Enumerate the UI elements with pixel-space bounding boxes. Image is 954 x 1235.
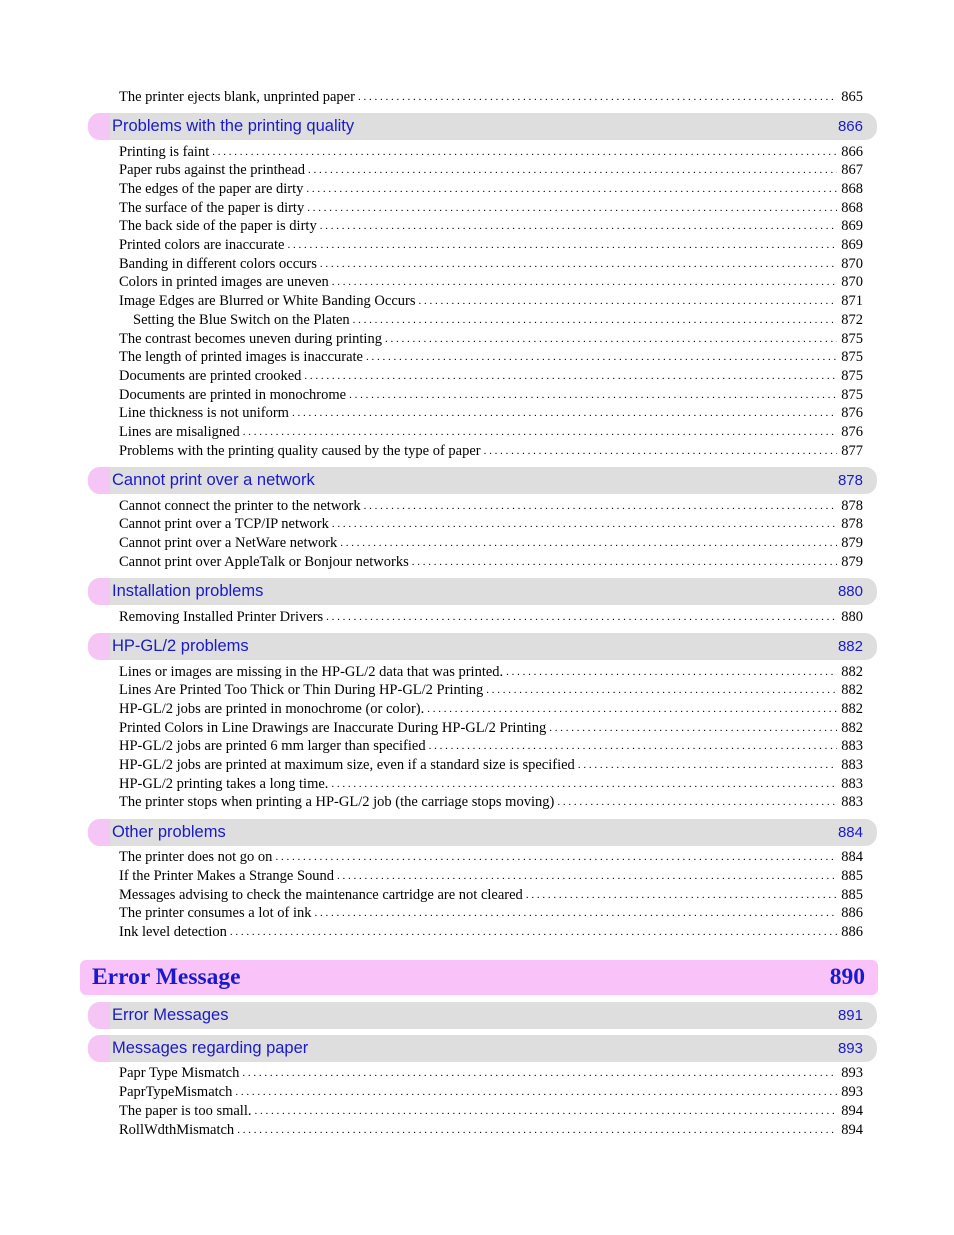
dot-leader [287,238,837,252]
toc-page-number: 880 [841,609,863,625]
toc-title: The back side of the paper is dirty [119,218,317,234]
toc-page-number: 878 [837,472,863,489]
toc-entry[interactable] [119,515,863,533]
toc-entry[interactable] [119,330,863,348]
toc-entry[interactable] [119,143,863,161]
toc-entry[interactable] [119,848,863,866]
toc-title: Documents are printed crooked [119,368,302,384]
toc-title: Error Message [92,964,241,990]
dot-leader [235,1085,837,1099]
toc-title: The printer does not go on [119,849,273,865]
dot-leader [332,517,837,531]
dot-leader [292,406,837,420]
toc-page-number: 878 [841,498,863,514]
toc-entry[interactable] [119,1083,863,1101]
toc-page-number: 875 [841,349,863,365]
toc-page-number: 883 [841,794,863,810]
toc-chapter-heading[interactable] [80,960,878,995]
toc-page-number: 885 [841,868,863,884]
dot-leader [578,758,837,772]
toc-title: The edges of the paper are dirty [119,181,304,197]
toc-page-number: 868 [841,181,863,197]
toc-entry[interactable] [119,217,863,235]
dot-leader [349,388,837,402]
toc-entry[interactable] [119,775,863,793]
dot-leader [340,536,837,550]
dot-leader [237,1123,837,1137]
toc-entry[interactable] [119,534,863,552]
toc-page-number: 879 [841,554,863,570]
toc-title: HP-GL/2 problems [112,637,249,655]
section-accent-tab [88,113,110,140]
toc-title: Other problems [112,823,226,841]
toc-title: Lines Are Printed Too Thick or Thin During HP-GL/2 Printing [119,682,484,698]
toc-title: The printer ejects blank, unprinted paper [119,89,355,105]
toc-title: The printer stops when printing a HP-GL/2 job (the carriage stops moving) [119,794,555,810]
dot-leader [506,665,837,679]
toc-title: Messages advising to check the maintenance cartridge are not cleared [119,887,523,903]
toc-section-heading[interactable] [88,578,877,605]
dot-leader [320,257,837,271]
toc-title: Cannot connect the printer to the network [119,498,361,514]
dot-leader [484,444,838,458]
toc-page-number: 882 [841,682,863,698]
toc-page-number: 877 [841,443,863,459]
toc-page-number: 870 [841,274,863,290]
dot-leader [212,145,837,159]
dot-leader [429,739,838,753]
toc-title: The paper is too small. [119,1103,252,1119]
toc-title: If the Printer Makes a Strange Sound [119,868,335,884]
toc-title: Printed Colors in Line Drawings are Inaccurate During HP-GL/2 Printing [119,720,547,736]
toc-entry[interactable] [119,404,863,422]
toc-entry[interactable] [119,886,863,904]
toc-page-number: 876 [841,405,863,421]
toc-title: Paper rubs against the printhead [119,162,306,178]
toc-section-heading[interactable] [88,113,877,140]
toc-page-number: 880 [837,583,863,600]
toc-title: Image Edges are Blurred or White Banding Occurs [119,293,416,309]
toc-title: HP-GL/2 jobs are printed in monochrome (or color). [119,701,425,717]
toc-entry[interactable] [119,199,863,217]
toc-entry[interactable] [119,867,863,885]
toc-page-number: 867 [841,162,863,178]
toc-entry[interactable] [119,497,863,515]
toc-page-number: 866 [841,144,863,160]
toc-title: RollWdthMismatch [119,1122,235,1138]
toc-title: Banding in different colors occurs [119,256,317,272]
dot-leader [243,425,837,439]
toc-title: Cannot print over a network [112,471,315,489]
dot-leader [304,369,837,383]
dot-leader [358,90,837,104]
toc-entry[interactable] [119,255,863,273]
dot-leader [306,182,837,196]
toc-entry[interactable] [119,88,863,106]
toc-title: HP-GL/2 printing takes a long time. [119,776,329,792]
toc-page-number: 875 [841,331,863,347]
dot-leader [427,702,837,716]
toc-section-heading[interactable] [88,633,877,660]
toc-entry[interactable] [119,386,863,404]
toc-page-number: 865 [841,89,863,105]
toc-page-number: 878 [841,516,863,532]
toc-page-number: 886 [841,905,863,921]
toc-title: Problems with the printing quality [112,117,355,135]
toc-page-number: 884 [837,824,863,841]
toc-title: The length of printed images is inaccurate [119,349,363,365]
dot-leader [353,313,838,327]
toc-entry[interactable] [119,367,863,385]
toc-page-number: 868 [841,200,863,216]
dot-leader [230,925,837,939]
toc-page-number: 882 [841,664,863,680]
toc-section-heading[interactable] [88,819,877,846]
dot-leader [557,795,837,809]
toc-page-number: 875 [841,387,863,403]
toc-title: The printer consumes a lot of ink [119,905,312,921]
toc-page-number: 883 [841,757,863,773]
toc-page-number: 872 [841,312,863,328]
toc-entry[interactable] [119,348,863,366]
dot-leader [486,683,837,697]
toc-section-heading[interactable] [88,1002,877,1029]
toc-entry[interactable] [119,756,863,774]
dot-leader [549,721,837,735]
toc-subentry[interactable] [133,311,863,329]
toc-title: The surface of the paper is dirty [119,200,305,216]
toc-entry[interactable] [119,180,863,198]
toc-title: Messages regarding paper [112,1039,309,1057]
toc-page-number: 875 [841,368,863,384]
toc-page-number: 886 [841,924,863,940]
toc-title: Cannot print over AppleTalk or Bonjour networks [119,554,409,570]
toc-entry[interactable] [119,608,863,626]
toc-entry[interactable] [119,273,863,291]
toc-title: Documents are printed in monochrome [119,387,347,403]
toc-title: Lines or images are missing in the HP-GL/2 data that was printed. [119,664,504,680]
toc-entry[interactable] [119,1064,863,1082]
toc-title: Ink level detection [119,924,227,940]
toc-page-number: 882 [841,720,863,736]
dot-leader [337,869,837,883]
toc-title: Setting the Blue Switch on the Platen [133,312,350,328]
toc-page-number: 893 [841,1084,863,1100]
toc-entry[interactable] [119,663,863,681]
dot-leader [412,555,838,569]
dot-leader [254,1104,837,1118]
toc-entry[interactable] [119,553,863,571]
toc-title: Line thickness is not uniform [119,405,289,421]
toc-entry[interactable] [119,236,863,254]
toc-entry[interactable] [119,1121,863,1139]
toc-title: The contrast becomes uneven during printing [119,331,382,347]
toc-entry[interactable] [119,923,863,941]
toc-entry[interactable] [119,292,863,310]
toc-page-number: 894 [841,1122,863,1138]
dot-leader [526,888,837,902]
toc-title: Printed colors are inaccurate [119,237,285,253]
dot-leader [331,777,837,791]
toc-page-number: 885 [841,887,863,903]
dot-leader [242,1066,837,1080]
dot-leader [314,906,837,920]
toc-page-number: 894 [841,1103,863,1119]
toc-page-number: 882 [841,701,863,717]
toc-title: HP-GL/2 jobs are printed 6 mm larger than specified [119,738,426,754]
toc-page-number: 883 [841,776,863,792]
dot-leader [275,850,837,864]
toc-entry[interactable] [119,719,863,737]
dot-leader [307,201,837,215]
toc-page-number: 884 [841,849,863,865]
toc-title: Installation problems [112,582,264,600]
section-accent-tab [88,1002,110,1029]
toc-entry[interactable] [119,423,863,441]
section-accent-tab [88,1035,110,1062]
toc-entry[interactable] [119,700,863,718]
section-accent-tab [88,819,110,846]
section-accent-tab [88,578,110,605]
toc-title: Error Messages [112,1006,229,1024]
toc-entry[interactable] [119,161,863,179]
toc-entry[interactable] [119,904,863,922]
toc-entry[interactable] [119,681,863,699]
toc-title: Colors in printed images are uneven [119,274,329,290]
toc-title: Cannot print over a TCP/IP network [119,516,329,532]
toc-entry[interactable] [119,1102,863,1120]
toc-entry[interactable] [119,442,863,460]
toc-title: PaprTypeMismatch [119,1084,233,1100]
dot-leader [385,332,837,346]
section-accent-tab [88,467,110,494]
toc-page-number: 879 [841,535,863,551]
toc-page-number: 876 [841,424,863,440]
toc-title: Printing is faint [119,144,210,160]
toc-entry[interactable] [119,737,863,755]
toc-page-number: 883 [841,738,863,754]
section-accent-tab [88,633,110,660]
toc-section-heading[interactable] [88,1035,877,1062]
toc-page-number: 891 [837,1007,863,1024]
toc-page-number: 871 [841,293,863,309]
dot-leader [418,294,837,308]
dot-leader [308,163,837,177]
toc-page-number: 893 [837,1040,863,1057]
toc-title: Removing Installed Printer Drivers [119,609,324,625]
toc-entry[interactable] [119,793,863,811]
toc-title: Papr Type Mismatch [119,1065,240,1081]
toc-page-number: 890 [829,964,865,990]
dot-leader [366,350,837,364]
toc-title: Problems with the printing quality caused by the type of paper [119,443,481,459]
dot-leader [332,275,837,289]
dot-leader [364,499,838,513]
dot-leader [326,610,837,624]
toc-title: Lines are misaligned [119,424,240,440]
dot-leader [320,219,838,233]
toc-page-number: 870 [841,256,863,272]
toc-page-number: 893 [841,1065,863,1081]
toc-title: Cannot print over a NetWare network [119,535,338,551]
toc-page-number: 869 [841,218,863,234]
toc-section-heading[interactable] [88,467,877,494]
toc-title: HP-GL/2 jobs are printed at maximum size, even if a standard size is specified [119,757,575,773]
toc-page-number: 869 [841,237,863,253]
toc-page-number: 882 [837,638,863,655]
toc-page-number: 866 [837,118,863,135]
